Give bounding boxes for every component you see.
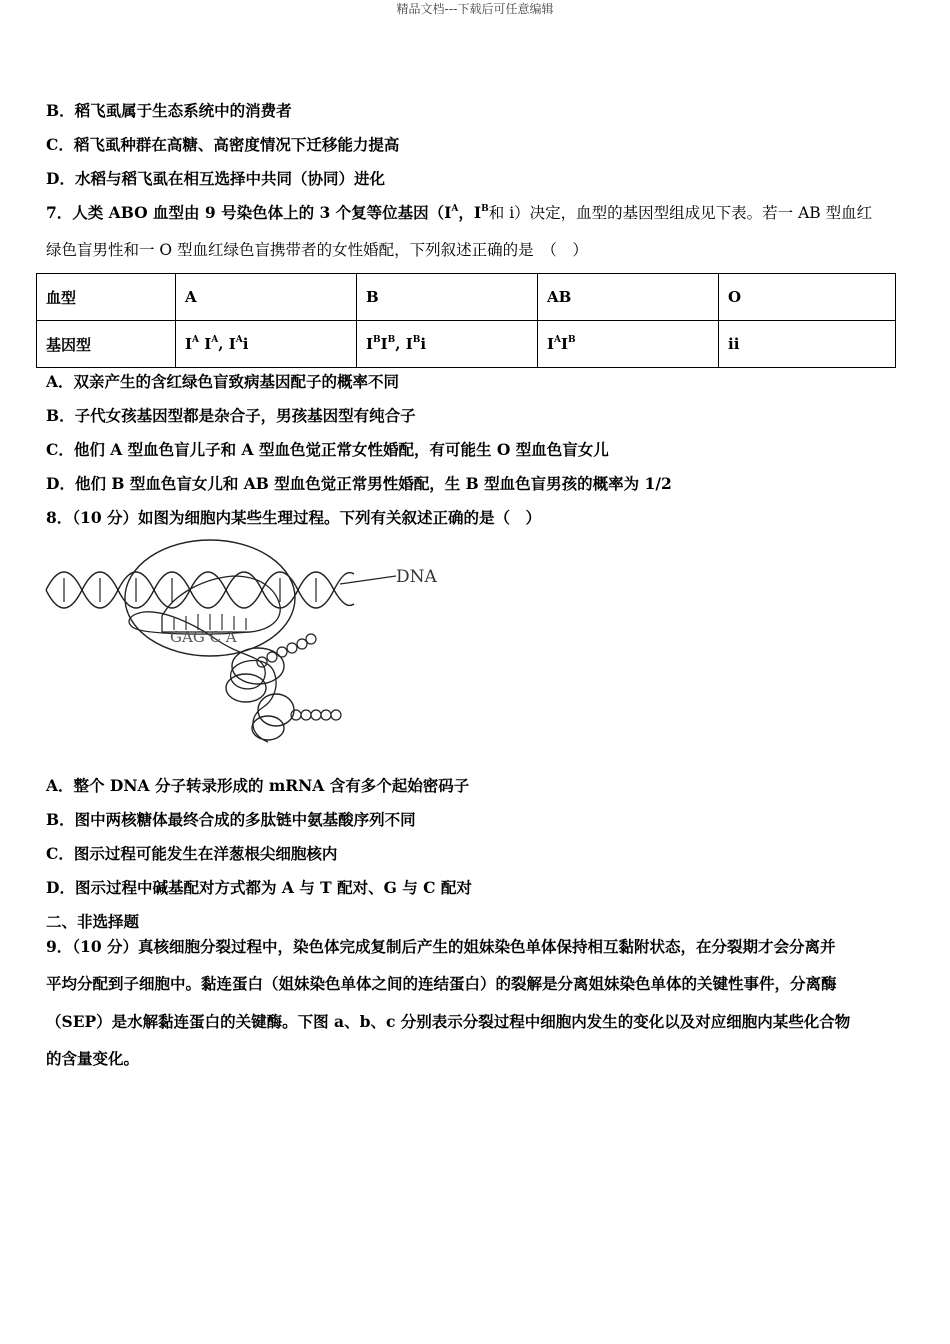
q8-option-a: A．整个 DNA 分子转录形成的 mRNA 含有多个起始密码子 (46, 776, 470, 795)
table-row (37, 321, 896, 368)
dna-strand-1 (46, 572, 354, 608)
dna-leader-line (340, 576, 396, 584)
dna-label: DNA (396, 567, 437, 587)
table-cell-type-o: O (719, 274, 896, 321)
table-genotype-label: 基因型 (37, 321, 176, 368)
ribosome-2-small (252, 716, 284, 740)
polypeptide-chain-2 (291, 710, 341, 720)
ribosome-2 (258, 694, 294, 726)
q9-line-4: 的含量变化。 (46, 1049, 140, 1068)
q6-option-b: B．稻飞虱属于生态系统中的消费者 (46, 101, 292, 120)
table-cell-type-b: B (357, 274, 538, 321)
table-cell-genotype-a: $I^A$ $I^A$, $I^Ai$ (176, 321, 357, 368)
ribosome-1-small (226, 674, 266, 702)
polypeptide-chain-1 (257, 634, 316, 667)
q7-stem-line2: 绿色盲男性和一 O 型血红绿色盲携带者的女性婚配，下列叙述正确的是 （ ） (46, 241, 588, 259)
table-cell-genotype-o: ii (719, 321, 896, 368)
q8-stem: 8．（10 分）如图为细胞内某些生理过程。下列有关叙述正确的是（ ） (46, 508, 542, 527)
q9-line-2: 平均分配到子细胞中。黏连蛋白（姐妹染色单体之间的连结蛋白）的裂解是分离姐妹染色单体的关键性事件，分离酶 (46, 974, 837, 993)
table-cell-type-ab: AB (538, 274, 719, 321)
transcription-translation-figure (44, 538, 464, 748)
section-2-heading: 二、非选择题 (46, 912, 140, 931)
q8-option-c: C．图示过程可能发生在洋葱根尖细胞核内 (46, 844, 338, 863)
table-cell-genotype-ab: $I^AI^B$ (538, 321, 719, 368)
table-cell-genotype-b: $I^BI^B$, $I^Bi$ (357, 321, 538, 368)
q7-option-b: B．子代女孩基因型都是杂合子，男孩基因型有纯合子 (46, 406, 416, 425)
q7-option-a: A．双亲产生的含红绿色盲致病基因配子的概率不同 (46, 372, 400, 391)
q6-option-c: C．稻飞虱种群在高糖、高密度情况下迁移能力提高 (46, 135, 400, 154)
dna-strand-2 (46, 572, 354, 608)
q7-option-c: C．他们 A 型血色盲儿子和 A 型血色觉正常女性婚配，有可能生 O 型血色盲女儿 (46, 440, 609, 459)
table-cell-type-a: A (176, 274, 357, 321)
page-header: 精品文档---下载后可任意编辑 (396, 2, 554, 16)
blood-type-table (36, 273, 896, 368)
q9-line-1: 9．（10 分）真核细胞分裂过程中，染色体完成复制后产生的姐妹染色单体保持相互黏附状态，在分裂期才会分离并 (46, 937, 836, 956)
q8-option-b: B．图中两核糖体最终合成的多肽链中氨基酸序列不同 (46, 810, 416, 829)
q6-option-d: D．水稻与稻飞虱在相互选择中共同（协同）进化 (46, 169, 385, 188)
q7-stem-line1: 7．人类 ABO 血型由 9 号染色体上的 3 个复等位基因（$I^A$，$I^B$和 i）决定，血型的基因型组成见下表。若一 AB 型血红 (46, 203, 873, 222)
q8-option-d: D．图示过程中碱基配对方式都为 A 与 T 配对、G 与 C 配对 (46, 878, 472, 897)
table-header-label: 血型 (37, 274, 176, 321)
table-row (37, 274, 896, 321)
bases-label: GAG C A (170, 628, 237, 646)
q9-line-3: （SEP）是水解黏连蛋白的关键酶。下图 a、b、c 分别表示分裂过程中细胞内发生的变化以及对应细胞内某些化合物 (46, 1012, 851, 1031)
q7-option-d: D．他们 B 型血色盲女儿和 AB 型血色觉正常男性婚配，生 B 型血色盲男孩的概率为 1/2 (46, 474, 672, 493)
